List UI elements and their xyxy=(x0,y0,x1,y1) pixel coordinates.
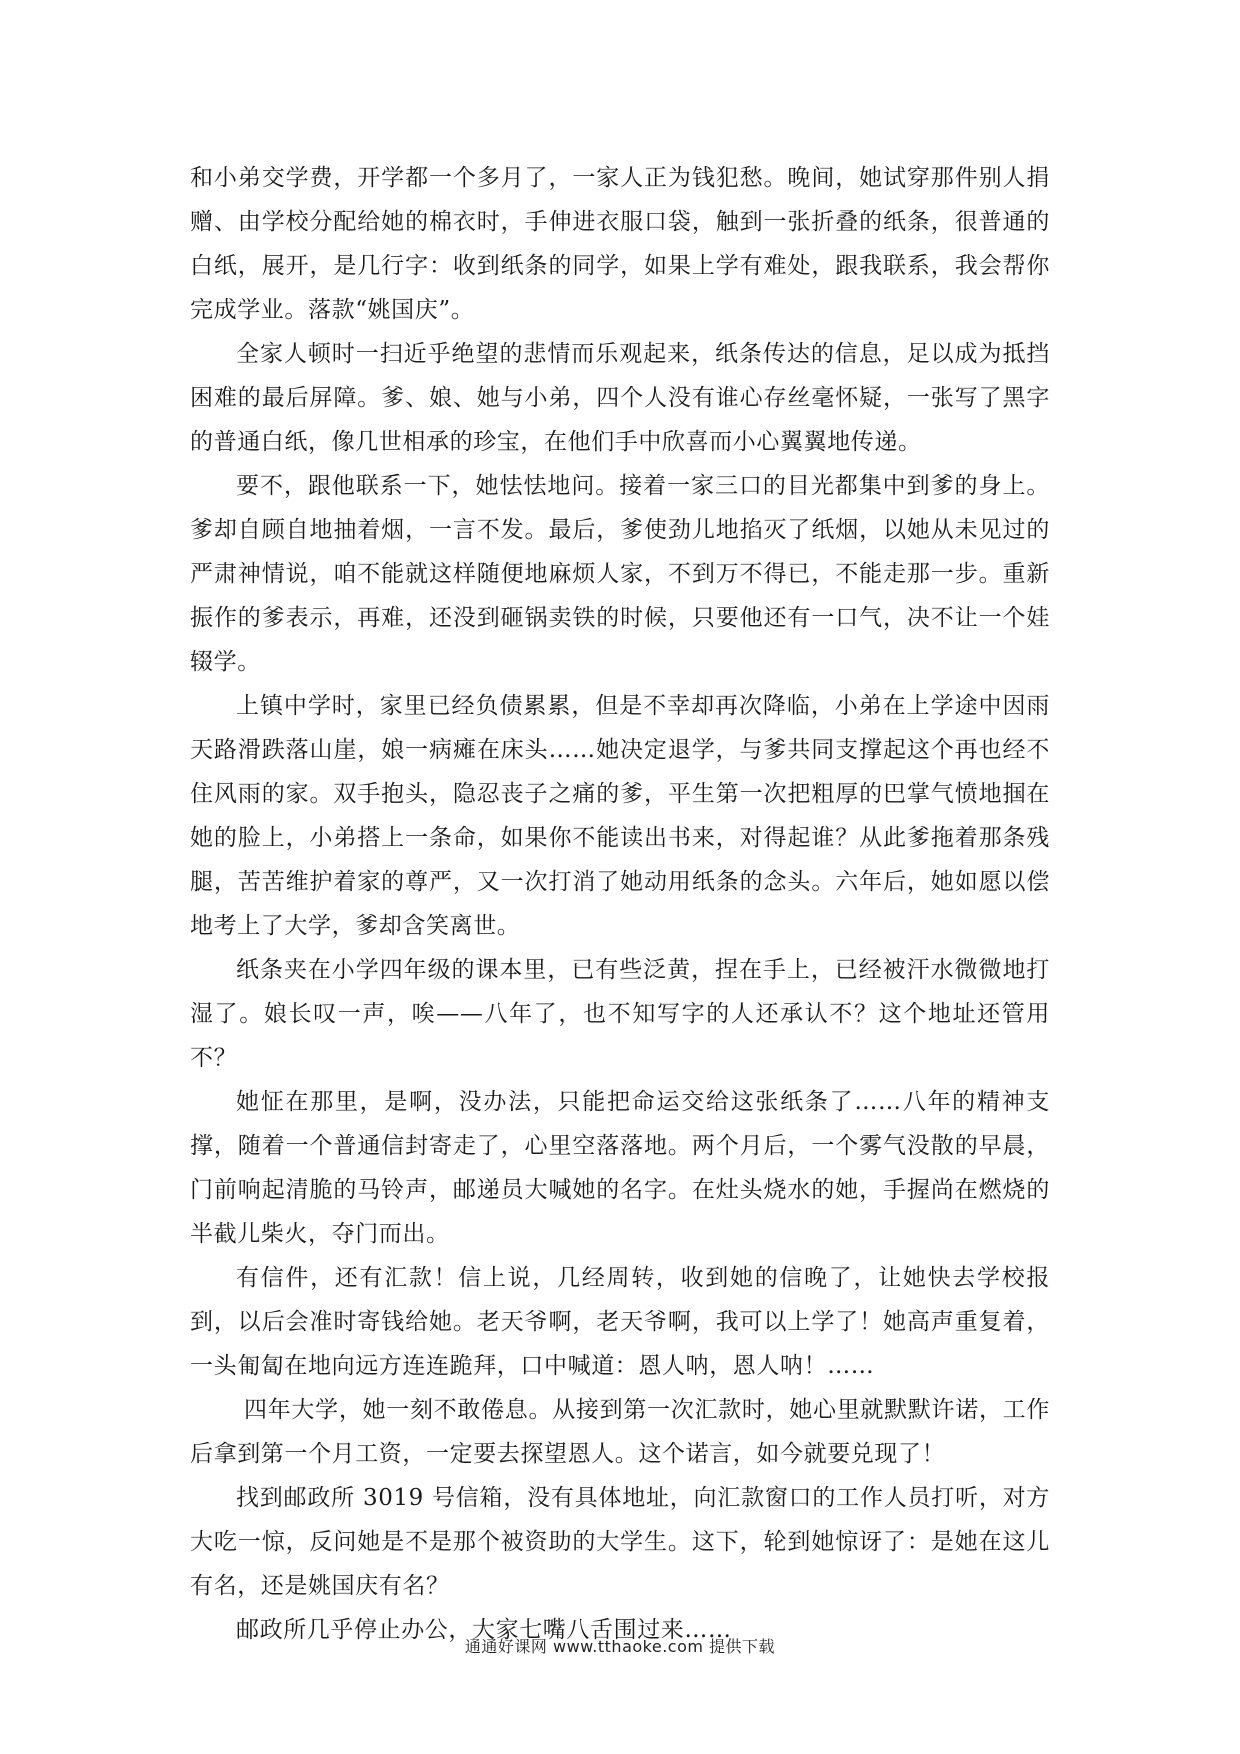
paragraph-10: 邮政所几乎停止办公，大家七嘴八舌围过来…… xyxy=(236,1617,732,1643)
paragraph-9: 找到邮政所 3019 号信箱，没有具体地址，向汇款窗口的工作人员打听，对方大吃一惊，反问她是不是那个被资助的大学生。这下，轮到她惊讶了：是她在这儿有名，还是姚国庆有名？ xyxy=(190,1485,1050,1599)
article-body xyxy=(190,156,1050,1652)
paragraph-2: 全家人顿时一扫近乎绝望的悲情而乐观起来，纸条传达的信息，足以成为抵挡困难的最后屏障。爹、娘、她与小弟，四个人没有谁心存丝毫怀疑，一张写了黑字的普通白纸，像几世相承的珍宝，在他们手中欣喜而小心翼翼地传递。 xyxy=(190,341,1050,455)
paragraph-1: 和小弟交学费，开学都一个多月了，一家人正为钱犯愁。晚间，她试穿那件别人捐赠、由学校分配给她的棉衣时，手伸进衣服口袋，触到一张折叠的纸条，很普通的白纸，展开，是几行字：收到纸条的同学，如果上学有难处，跟我联系，我会帮你完成学业。落款“姚国庆”。 xyxy=(190,165,1050,323)
paragraph-7: 有信件，还有汇款！信上说，几经周转，收到她的信晚了，让她快去学校报到，以后会准时寄钱给她。老天爷啊，老天爷啊，我可以上学了！她高声重复着，一头匍匐在地向远方连连跪拜，口中喊道：恩人呐，恩人呐！…… xyxy=(190,1265,1050,1379)
paragraph-8: 四年大学，她一刻不敢倦息。从接到第一次汇款时，她心里就默默许诺，工作后拿到第一个月工资，一定要去探望恩人。这个诺言，如今就要兑现了！ xyxy=(190,1397,1050,1467)
footer-download-note: 通通好课网 www.tthaoke.com 提供下载 xyxy=(464,1637,776,1656)
paragraph-3: 要不，跟他联系一下，她怯怯地问。接着一家三口的目光都集中到爹的身上。爹却自顾自地抽着烟，一言不发。最后，爹使劲儿地掐灭了纸烟，以她从未见过的严肃神情说，咱不能就这样随便地麻烦人家，不到万不得已，不能走那一步。重新振作的爹表示，再难，还没到砸锅卖铁的时候，只要他还有一口气，决不让一个娃辍学。 xyxy=(190,473,1050,675)
paragraph-5: 纸条夹在小学四年级的课本里，已有些泛黄，捏在手上，已经被汗水微微地打湿了。娘长叹一声，唉——八年了，也不知写字的人还承认不？这个地址还管用不？ xyxy=(190,957,1050,1071)
paragraph-4: 上镇中学时，家里已经负债累累，但是不幸却再次降临，小弟在上学途中因雨天路滑跌落山崖，娘一病瘫在床头……她决定退学，与爹共同支撑起这个再也经不住风雨的家。双手抱头，隐忍丧子之痛的爹，平生第一次把粗厚的巴掌气愤地掴在她的脸上，小弟搭上一条命，如果你不能读出书来，对得起谁？从此爹拖着那条残腿，苦苦维护着家的尊严，又一次打消了她动用纸条的念头。六年后，她如愿以偿地考上了大学，爹却含笑离世。 xyxy=(190,693,1050,939)
paragraph-6: 她怔在那里，是啊，没办法，只能把命运交给这张纸条了……八年的精神支撑，随着一个普通信封寄走了，心里空落落地。两个月后，一个雾气没散的早晨，门前响起清脆的马铃声，邮递员大喊她的名字。在灶头烧水的她，手握尚在燃烧的半截儿柴火，夺门而出。 xyxy=(190,1089,1050,1247)
